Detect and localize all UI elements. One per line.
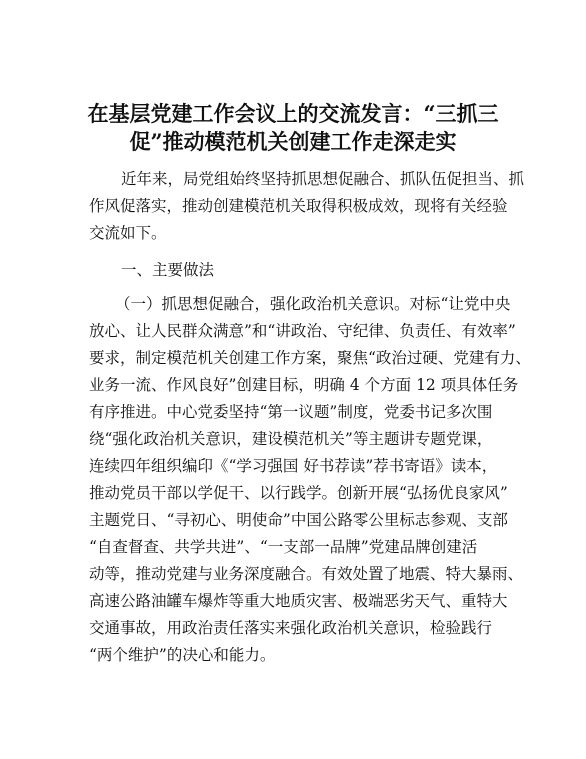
paragraph-line: 连续四年组织编印《“学习强国 好书荐读”荐书寄语》读本， — [89, 457, 498, 475]
paragraph-line: （一）抓思想促融合，强化政治机关意识。对标“让党中央 — [115, 295, 511, 313]
paragraph-line: 放心、让人民群众满意”和“讲政治、守纪律、负责任、有效率” — [89, 322, 516, 340]
document-title-line-2: 促”推动模范机关创建工作走深走实 — [129, 129, 457, 154]
section-heading: 一、主要做法 — [121, 261, 215, 279]
intro-line: 作风促落实，推动创建模范机关取得积极成效，现将有关经验 — [89, 197, 508, 215]
paragraph-line: 业务一流、作风良好”创建目标，明确 4 个方面 12 项具体任务 — [89, 376, 519, 394]
document-title-line-1: 在基层党建工作会议上的交流发言：“三抓三 — [87, 101, 499, 126]
paragraph-line: 有序推进。中心党委坚持“第一议题”制度，党委书记多次围 — [89, 403, 493, 421]
paragraph-line: 动等，推动党建与业务深度融合。有效处置了地震、特大暴雨、 — [89, 565, 524, 583]
paragraph-line: 要求，制定模范机关创建工作方案，聚焦“政治过硬、党建有力、 — [89, 349, 531, 367]
paragraph-line: 高速公路油罐车爆炸等重大地质灾害、极端恶劣天气、重特大 — [89, 592, 508, 610]
paragraph-line: “两个维护”的决心和能力。 — [89, 646, 276, 664]
paragraph-line: 推动党员干部以学促干、以行践学。创新开展“弘扬优良家风” — [89, 484, 508, 502]
intro-line: 近年来，局党组始终坚持抓思想促融合、抓队伍促担当、抓 — [121, 170, 525, 188]
paragraph-line: 绕“强化政治机关意识，建设模范机关”等主题讲专题党课， — [89, 430, 493, 448]
paragraph-line: 主题党日、“寻初心、明使命”中国公路零公里标志参观、支部 — [89, 511, 508, 529]
intro-line: 交流如下。 — [89, 224, 167, 242]
paragraph-line: “自查督查、共学共进”、“一支部一品牌”党建品牌创建活 — [89, 538, 478, 556]
paragraph-line: 交通事故，用政治责任落实来强化政治机关意识，检验践行 — [89, 619, 493, 637]
